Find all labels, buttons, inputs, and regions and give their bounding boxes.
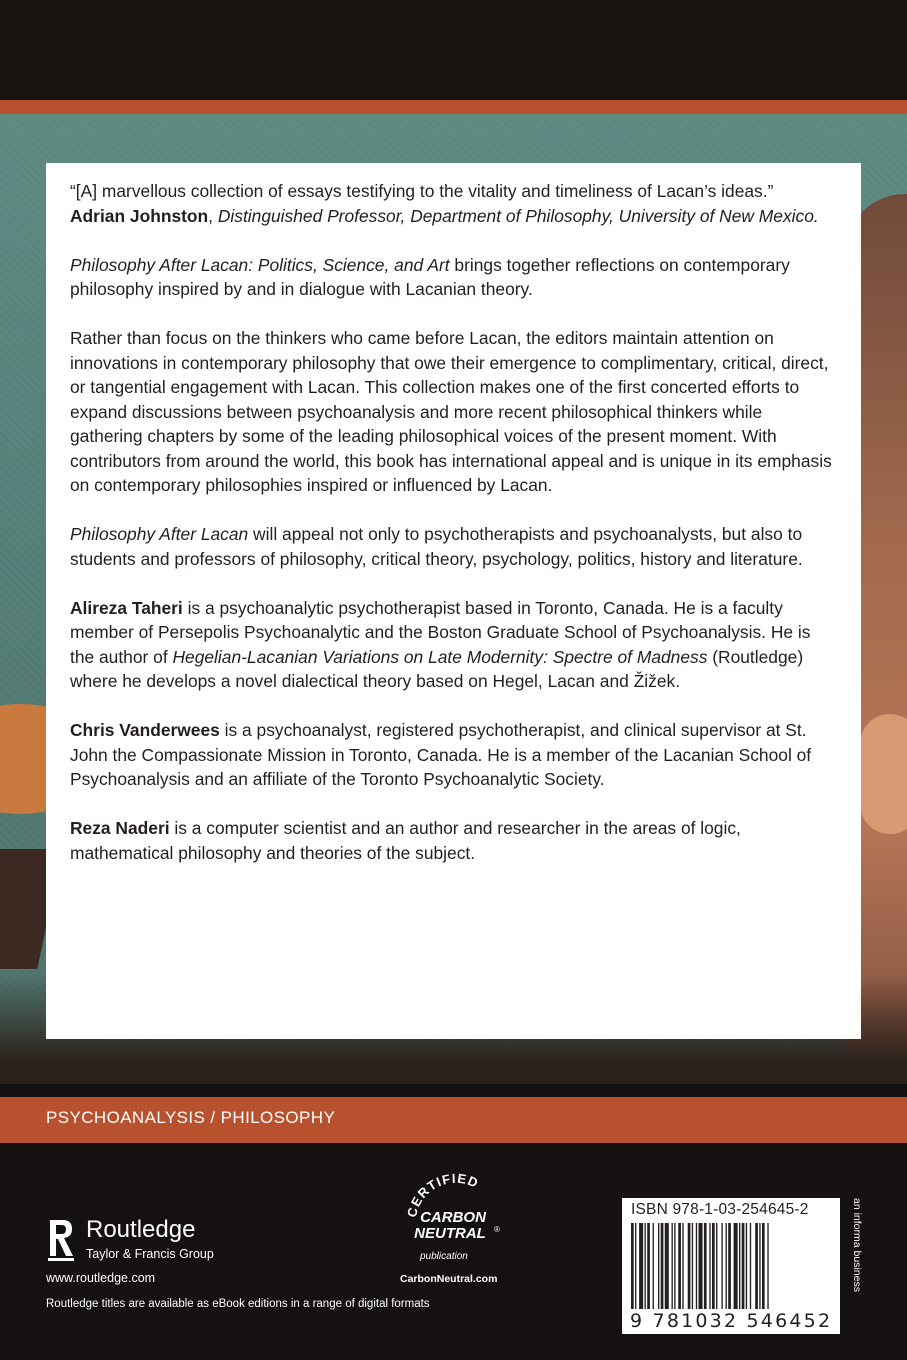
endorsement-author: Adrian Johnston bbox=[70, 205, 209, 226]
editor-name: Alireza Taheri bbox=[70, 597, 183, 618]
book-title-italic: Philosophy After Lacan: Politics, Science, and Art bbox=[70, 254, 450, 275]
badge-neutral: NEUTRAL bbox=[414, 1225, 486, 1242]
endorsement-author-title: Distinguished Professor, Department of Philosophy, University of New Mexico. bbox=[217, 205, 819, 226]
publisher-name: Routledge bbox=[86, 1216, 196, 1243]
editor-bio bbox=[70, 816, 837, 865]
carbon-neutral-badge-icon bbox=[398, 1172, 508, 1262]
barcode-icon bbox=[629, 1223, 839, 1311]
appeal-paragraph bbox=[70, 522, 837, 571]
badge-registered-mark: ® bbox=[494, 1225, 500, 1234]
isbn-label: ISBN 978-1-03-254645-2 bbox=[631, 1201, 809, 1218]
blurb-panel bbox=[46, 163, 861, 1039]
subject-category: PSYCHOANALYSIS / PHILOSOPHY bbox=[46, 1108, 336, 1127]
badge-carbon: CARBON bbox=[420, 1209, 486, 1226]
publisher-url[interactable]: www.routledge.com bbox=[46, 1271, 156, 1285]
informa-text: an informa business bbox=[851, 1198, 863, 1292]
routledge-r-logo-icon bbox=[46, 1214, 76, 1264]
editor-book-title: Hegelian-Lacanian Variations on Late Modernity: Spectre of Madness bbox=[172, 646, 708, 667]
editor-bio-text: (Routledge) where he develops a novel dialectical theory based on Hegel, Lacan and Žižek. bbox=[70, 646, 804, 691]
carbon-publication-label: publication bbox=[420, 1251, 468, 1262]
editor-bio-text: is a psychoanalytic psychotherapist based in Toronto, Canada. He is a faculty member of Persepolis Psychoanalytic and the Boston Graduate School of Psychoanalysis. He is the author of bbox=[70, 597, 811, 667]
editor-bio bbox=[70, 718, 837, 792]
editor-name: Reza Naderi bbox=[70, 818, 170, 838]
editor-bio-text: is a computer scientist and an author and researcher in the areas of logic, mathematical philosophy and theories of the subject. bbox=[70, 818, 741, 863]
artwork-hand-shape bbox=[860, 714, 907, 834]
intro-paragraph bbox=[70, 253, 837, 302]
endorsement: “[A] marvellous collection of essays testifying to the vitality and timeliness of Lacan’s ideas.” Adrian Johnston, Distinguished Professor, Department of Philosophy, University of New Mexico. bbox=[70, 181, 819, 226]
top-dark-band bbox=[0, 0, 907, 100]
informa-tagline bbox=[850, 1198, 865, 1334]
book-short-title: Philosophy After Lacan bbox=[70, 524, 249, 544]
description-paragraph: Rather than focus on the thinkers who came before Lacan, the editors maintain attention on innovations in contemporary philosophy that owe their emergence to complimentary, critical, direct, or tangential engagement with Lacan. This collection makes one of the first concerted efforts to expand discussions between psychoanalysis and more recent philosophical thinkers while gathering chapters by some of the leading philosophical voices of the present moment. With contributors from around the world, this book has international appeal and is unique in its emphasis on contemporary philosophies inspired or influenced by Lacan. bbox=[70, 328, 832, 495]
publisher-group: Taylor & Francis Group bbox=[86, 1247, 214, 1261]
editor-bio-text: is a psychoanalyst, registered psychotherapist, and clinical supervisor at St. John the Compassionate Mission in Toronto, Canada. He is a member of the Lacanian School of Psychoanalysis and an affiliate of the Toronto Psychoanalytic Society. bbox=[70, 720, 812, 789]
ebook-note: Routledge titles are available as eBook editions in a range of digital formats bbox=[46, 1298, 430, 1310]
editor-name: Chris Vanderwees bbox=[70, 720, 220, 740]
badge-certified: CERTIFIED bbox=[404, 1172, 482, 1219]
intro-text: brings together reflections on contemporary philosophy inspired by and in dialogue with Lacanian theory. bbox=[70, 254, 790, 299]
appeal-text: will appeal not only to psychotherapists and psychoanalysts, but also to students and professors of philosophy, critical theory, psychology, politics, history and literature. bbox=[70, 524, 803, 569]
endorsement-quote: “[A] marvellous collection of essays testifying to the vitality and timeliness of Lacan’s ideas.” bbox=[70, 181, 774, 201]
top-accent-stripe bbox=[0, 100, 907, 114]
editor-bio bbox=[70, 596, 837, 694]
barcode-digits: 9 781032 546452 bbox=[630, 1310, 833, 1332]
carbon-neutral-url[interactable]: CarbonNeutral.com bbox=[400, 1273, 498, 1285]
